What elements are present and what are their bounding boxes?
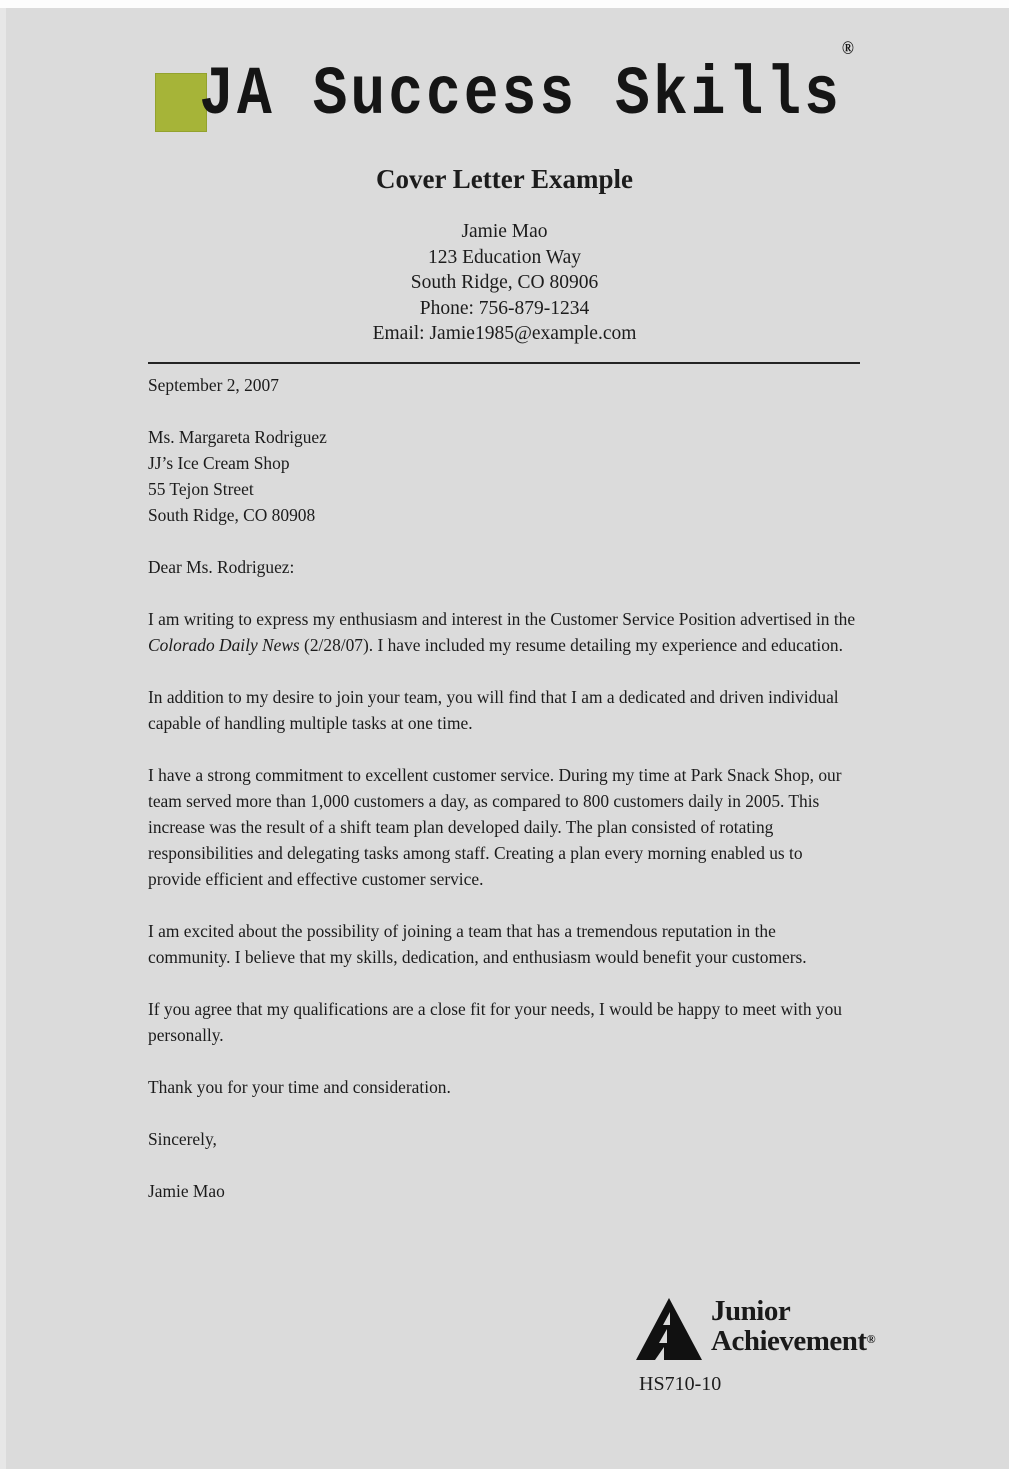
body-paragraph-2: In addition to my desire to join your team, you will find that I am a dedicated and driven individual capable of handling multiple tasks at one time. — [148, 686, 839, 733]
junior-achievement-logo — [636, 1296, 875, 1360]
body-paragraph-4: I am excited about the possibility of joining a team that has a tremendous reputation in the community. I believe that my skills, dedication, and enthusiasm would benefit your customers. — [148, 920, 807, 967]
ja-wordmark-line2-text: Achievement — [711, 1325, 867, 1357]
recipient-city-state-zip: South Ridge, CO 80908 — [148, 504, 316, 525]
divider-rule — [148, 362, 860, 364]
brand-logo-text — [199, 37, 854, 134]
junior-achievement-triangle-icon — [636, 1298, 702, 1360]
brand-logo — [0, 37, 1009, 134]
ja-registered-trademark-symbol: ® — [866, 1332, 876, 1346]
brand-logo-wordmark: JA Success Skills — [199, 56, 842, 134]
paragraph-1-text-continued: (2/28/07). I have included my resume detailing my experience and education. — [299, 634, 843, 655]
signature-name: Jamie Mao — [148, 1180, 225, 1201]
closing-line: Sincerely, — [148, 1128, 217, 1149]
ja-wordmark-line2 — [711, 1326, 875, 1356]
page-left-edge — [0, 8, 6, 1469]
thank-you-line: Thank you for your time and consideration. — [148, 1076, 451, 1097]
body-paragraph-1 — [148, 606, 860, 658]
ja-wordmark-line1: Junior — [711, 1295, 791, 1327]
recipient-name: Ms. Margareta Rodriguez — [148, 426, 327, 447]
letter-body — [148, 362, 860, 1204]
recipient-block — [148, 424, 860, 528]
salutation: Dear Ms. Rodriguez: — [148, 556, 295, 577]
date-line: September 2, 2007 — [148, 374, 279, 395]
sender-phone: Phone: 756-879-1234 — [419, 297, 590, 319]
recipient-street: 55 Tejon Street — [148, 478, 254, 499]
newspaper-name-italic: Colorado Daily News — [148, 634, 300, 655]
junior-achievement-wordmark — [711, 1296, 875, 1356]
recipient-company: JJ’s Ice Cream Shop — [148, 452, 290, 473]
paragraph-1-text: I am writing to express my enthusiasm and interest in the Customer Service Position advertised in the — [148, 608, 856, 629]
body-paragraph-3: I have a strong commitment to excellent customer service. During my time at Park Snack Shop, our team served more than 1,000 customers a day, as compared to 800 customers daily in 2005. This increase was the result of a shift team plan developed daily. The plan consisted of rotating responsibilities and delegating tasks among staff. Creating a plan every morning enabled us to provide efficient and effective customer service. — [148, 764, 842, 889]
sender-city-state-zip: South Ridge, CO 80906 — [410, 272, 599, 293]
page-top-margin — [0, 0, 1009, 8]
body-paragraph-5: If you agree that my qualifications are a close fit for your needs, I would be happy to meet with you personally. — [148, 998, 842, 1045]
page-title: Cover Letter Example — [376, 164, 633, 194]
sender-contact-block — [0, 219, 1009, 347]
sender-street: 123 Education Way — [428, 246, 581, 268]
junior-achievement-footer — [636, 1296, 875, 1396]
registered-trademark-symbol: ® — [841, 37, 854, 58]
sender-email: Email: Jamie1985@example.com — [372, 323, 637, 344]
sender-name: Jamie Mao — [461, 221, 548, 242]
document-code: HS710-10 — [639, 1373, 722, 1395]
